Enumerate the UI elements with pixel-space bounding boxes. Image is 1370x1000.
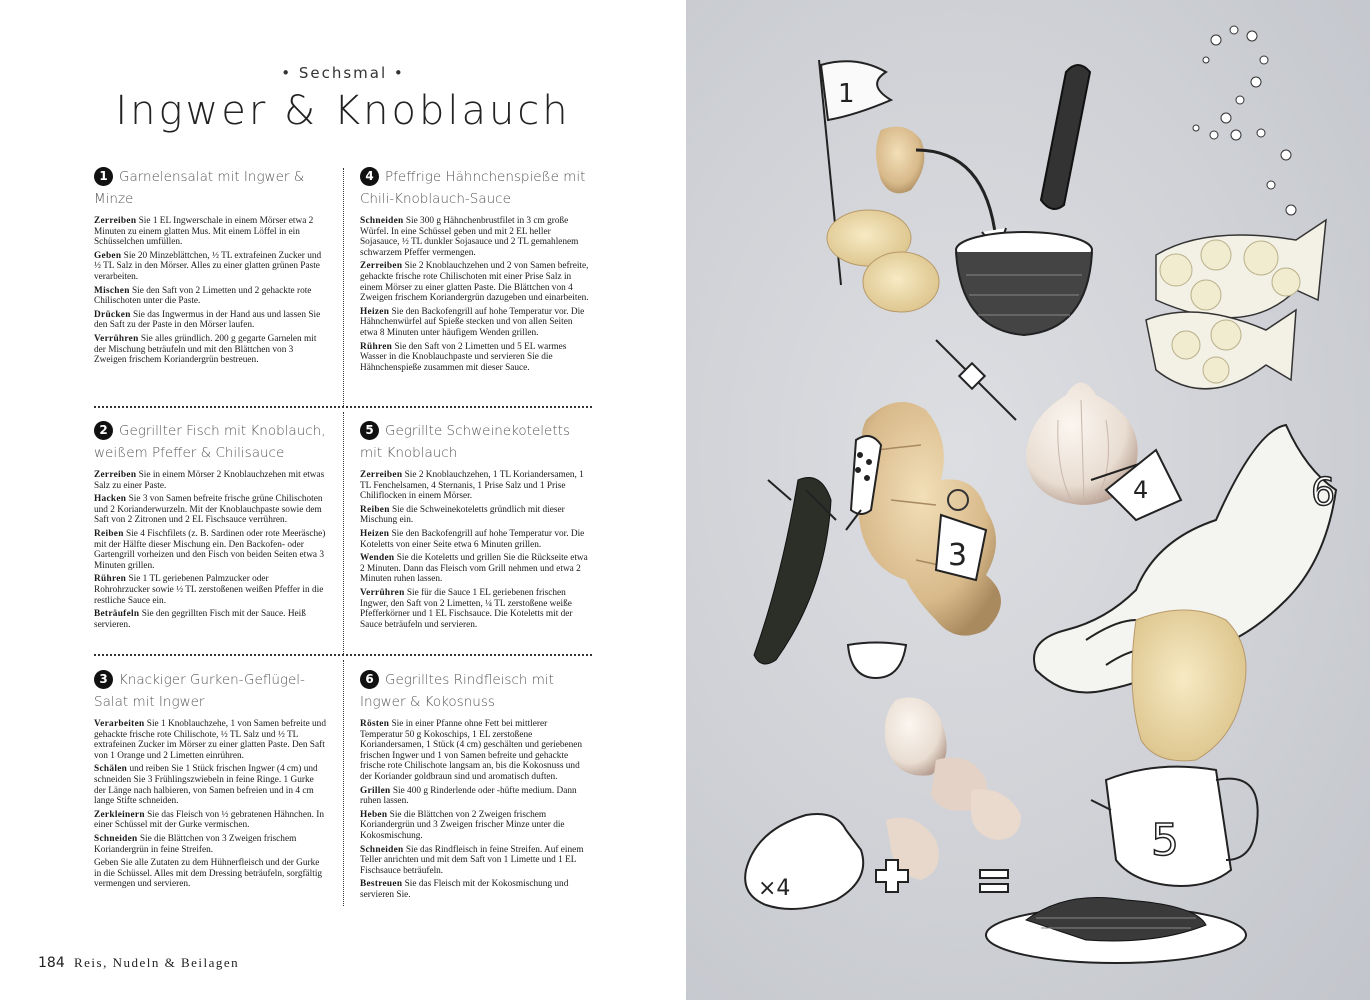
recipe-step <box>94 719 326 761</box>
step-verb: Heizen <box>360 306 390 317</box>
recipe-4 <box>360 166 592 376</box>
step-verb: Geben <box>94 250 122 261</box>
recipe-heading <box>360 669 592 713</box>
step-verb: Mischen <box>94 285 130 296</box>
step-verb: Rühren <box>94 574 127 585</box>
step-verb: Hacken <box>94 494 127 505</box>
step-text: Sie in einer Pfanne ohne Fett bei mittlerer Temperatur 50 g Kokoschips, 1 EL zerstoßene Koriandersamen, 1 Stück (4 cm) geschälten und geriebenen frischen Ingwer und 1 von Samen befreite und gehackte frische rote Chilischote langsam an, bis die Kokosnuss und der Koriander goldbraun sind und aromatisch duften. <box>360 719 583 782</box>
step-text: Sie die Blättchen von 2 Zweigen frischem Koriandergrün und 3 Zweigen frischer Minze unter die Kokosmischung. <box>360 809 565 841</box>
recipe-step <box>360 505 592 526</box>
step-verb: Verrühren <box>360 587 405 598</box>
step-text: Sie 400 g Rinderlende oder -hüfte medium. Dann ruhen lassen. <box>360 785 577 807</box>
recipe-title: Garnelensalat mit Ingwer & Minze <box>94 169 305 207</box>
equals-icon <box>980 870 1008 892</box>
pestle-icon <box>1041 65 1090 209</box>
recipe-number-badge: 5 <box>360 421 379 440</box>
step-verb: Bestreuen <box>360 879 403 890</box>
recipe-step <box>94 609 326 630</box>
step-verb: Zerkleinern <box>94 809 145 820</box>
step-verb: Verrühren <box>94 333 139 344</box>
skewer-icon <box>936 340 1016 420</box>
recipe-step <box>360 845 592 877</box>
step-text: Sie den Saft von 2 Limetten und 5 EL warmes Wasser in die Knoblauchpaste und servieren Sie die Hähnchenspieße zusammen mit dieser Sauce. <box>360 341 567 373</box>
step-text: Sie 300 g Hähnchenbrustfilet in 3 cm große Würfel. In eine Schüssel geben und mit 2 EL heller Sojasauce, ½ TL dunkler Sojasauce und 2 TL gemahlenem schwarzem Pfeffer vermengen. <box>360 216 579 258</box>
recipe-step <box>94 494 326 526</box>
recipe-number-badge: 1 <box>94 167 113 186</box>
page-footer <box>38 955 239 971</box>
step-verb: Zerreiben <box>94 216 137 226</box>
row-divider <box>94 654 592 656</box>
recipe-step <box>360 261 592 303</box>
step-text: Sie den gegrillten Fisch mit der Sauce. Heiß servieren. <box>94 609 306 630</box>
step-text: und reiben Sie 1 Stück frischen Ingwer (4 cm) und schneiden Sie 3 Frühlingszwiebeln in feine Ringe. 1 Gurke der Länge nach halbieren, von Samen befreien und in 4 cm lange Stifte schneiden. <box>94 764 318 807</box>
ginger-slices <box>827 127 939 312</box>
jug-label-5: 5 <box>1151 815 1179 866</box>
recipe-title: Pfeffrige Hähnchenspieße mit Chili-Knoblauch-Sauce <box>360 169 586 207</box>
page-kicker: • Sechsmal • <box>281 64 405 82</box>
row-divider <box>94 406 592 408</box>
recipe-step <box>360 342 592 374</box>
fish-garlic-slices <box>1146 220 1326 389</box>
recipe-5 <box>360 420 592 633</box>
recipe-title: Gegrilltes Rindfleisch mit Ingwer & Kokosnuss <box>360 672 554 710</box>
step-text: Sie für die Sauce 1 EL geriebenen frischen Ingwer, den Saft von 2 Limetten, ¼ TL zerstoßene weiße Pfefferkörner und 1 EL Fischsauce. Die Koteletts mit der Sauce beträufeln und servieren. <box>360 587 573 630</box>
step-text: Sie 3 von Samen befreite frische grüne Chilischoten und 2 Korianderwurzeln. Mit der Knoblauchpaste sowie dem Saft von 2 Zitronen und 2 EL Fischsauce verrühren. <box>94 494 323 526</box>
recipe-step <box>360 470 592 502</box>
step-verb: Rühren <box>360 341 393 352</box>
photo-illustration <box>686 0 1370 1000</box>
step-verb: Verarbeiten <box>94 719 145 729</box>
ginger-root <box>858 402 1001 636</box>
step-verb: Wenden <box>360 553 395 564</box>
recipe-title: Gegrillter Fisch mit Knoblauch, weißem Pfeffer & Chilisauce <box>94 423 326 461</box>
section-name: Reis, Nudeln & Beilagen <box>73 955 240 970</box>
arrow-icon <box>916 150 996 240</box>
ginger-slice-large <box>1132 610 1246 761</box>
step-verb: Schälen <box>94 764 128 775</box>
recipe-heading <box>94 166 326 210</box>
page-title: Ingwer & Knoblauch <box>115 88 571 134</box>
recipe-step <box>94 529 326 571</box>
recipe-step <box>94 574 326 606</box>
food-illustration <box>686 0 1370 1000</box>
recipe-step <box>94 251 326 283</box>
recipe-title: Gegrillte Schweinekoteletts mit Knoblauch <box>360 423 570 461</box>
step-verb: Schneiden <box>360 844 404 855</box>
recipe-heading <box>94 669 326 713</box>
step-text: Sie 1 EL Ingwerschale in einem Mörser etwa 2 Minuten zu einem glatten Mus. Mit einem Löffel in ein Schüsselchen umfüllen. <box>94 216 314 248</box>
recipe-step <box>360 786 592 807</box>
bubbles-2-icon <box>1193 26 1296 215</box>
recipe-step <box>94 470 326 491</box>
recipe-2 <box>94 420 326 633</box>
column-divider <box>343 660 344 906</box>
recipe-step <box>360 879 592 900</box>
recipe-step <box>94 834 326 855</box>
recipe-step <box>360 588 592 630</box>
recipe-step <box>360 810 592 842</box>
step-verb: Zerreiben <box>94 470 137 480</box>
step-verb: Drücken <box>94 309 131 320</box>
step-text: Sie das Fleisch von ½ gebratenen Hähnchen. In einer Schüssel mit der Gurke vermischen. <box>94 809 324 831</box>
jug-icon <box>1091 767 1258 886</box>
recipe-heading <box>94 420 326 464</box>
step-text: Sie 1 Knoblauchzehe, 1 von Samen befreite und gehackte frische rote Chilischote, ½ TL Salz und ½ TL extrafeinen Zucker im Mörser zu einer glatten Paste. Den Saft von 1 Orange und 2 Limetten einrühren. <box>94 719 326 761</box>
recipe-number-badge: 3 <box>94 670 113 689</box>
recipe-6 <box>360 669 592 904</box>
recipe-step <box>94 810 326 831</box>
step-verb: Schneiden <box>94 833 138 844</box>
tag-label-3: 3 <box>948 538 968 573</box>
recipe-step <box>360 553 592 585</box>
step-text: Sie das Fleisch mit der Kokosmischung und servieren Sie. <box>360 879 569 900</box>
recipe-step <box>360 307 592 339</box>
recipe-number-badge: 2 <box>94 421 113 440</box>
step-verb: Reiben <box>360 504 390 515</box>
column-divider <box>343 412 344 654</box>
step-text: Sie den Saft von 2 Limetten und 2 gehackte rote Chilischoten unter die Paste. <box>94 285 312 307</box>
recipe-3 <box>94 669 326 893</box>
step-text: Sie die Blättchen von 3 Zweigen frischem Koriandergrün in feine Streifen. <box>94 833 297 855</box>
step-verb: Heizen <box>360 528 390 539</box>
recipe-1 <box>94 166 326 369</box>
steak-icon <box>745 814 863 909</box>
column-divider <box>343 168 344 406</box>
step-verb: Rösten <box>360 719 390 729</box>
recipe-heading <box>360 420 592 464</box>
bowl-icon <box>848 643 906 679</box>
step-text: Sie 1 TL geriebenen Palmzucker oder Rohrohrzucker sowie ½ TL zerstoßenen weißen Pfeffer in die restliche Sauce ein. <box>94 574 324 606</box>
step-text: Sie alles gründlich. 200 g gegarte Garnelen mit der Mischung beträufeln und mit den Blättchen von 3 Zweigen frischem Koriandergrün bestreuen. <box>94 333 317 366</box>
garlic-cloves <box>885 698 1021 881</box>
step-verb: Zerreiben <box>360 470 403 480</box>
flag-label-1: 1 <box>838 79 855 109</box>
step-text: Sie in einem Mörser 2 Knoblauchzehen mit etwas Salz zu einer Paste. <box>94 470 325 491</box>
recipe-step <box>94 216 326 248</box>
dragon-label-6: 6 <box>1311 470 1336 514</box>
step-text: Sie die Schweinekoteletts gründlich mit dieser Mischung ein. <box>360 504 565 526</box>
recipe-number-badge: 4 <box>360 167 379 186</box>
step-verb: Schneiden <box>360 216 404 226</box>
recipe-step <box>94 334 326 366</box>
recipe-step <box>360 719 592 783</box>
step-verb: Heben <box>360 809 388 820</box>
steak-label: ×4 <box>758 876 791 901</box>
recipe-number-badge: 6 <box>360 670 379 689</box>
page-number: 184 <box>38 955 65 971</box>
step-text: Sie 2 Knoblauchzehen, 1 TL Koriandersamen, 1 TL Fenchelsamen, 4 Sternanis, 1 Prise Salz und 1 Prise Chiliflocken in einem Mörser. <box>360 470 584 502</box>
step-verb: Zerreiben <box>360 261 403 272</box>
step-text: Sie den Backofengrill auf hohe Temperatur vor. Die Koteletts von einer Seite etwa 6 Minuten grillen. <box>360 528 585 550</box>
step-verb: Beträufeln <box>94 609 140 620</box>
step-text: Sie die Koteletts und grillen Sie die Rückseite etwa 2 Minuten. Dann das Fleisch vom Grill nehmen und etwa 2 Minuten ruhen lassen. <box>360 553 588 585</box>
flag-label-4: 4 <box>1133 476 1149 504</box>
step-text: Sie den Backofengrill auf hohe Temperatur vor. Die Hähnchenwürfel auf Spieße stecken und von allen Seiten etwa 8 Minuten unter häufigem Wenden grillen. <box>360 306 585 338</box>
step-text: Sie das Ingwermus in der Hand aus und lassen Sie den Saft zu der Paste in den Mörser laufen. <box>94 309 321 331</box>
cucumber-icon <box>754 478 836 665</box>
step-text: Geben Sie alle Zutaten zu dem Hühnerfleisch und der Gurke in die Schüssel. Alles mit dem Dressing beträufeln, sorgfältig vermengen und servieren. <box>94 858 323 890</box>
step-verb: Reiben <box>94 528 124 539</box>
plate-icon <box>986 898 1246 964</box>
step-verb: Grillen <box>360 785 391 796</box>
mortar-bowl-icon <box>956 232 1092 335</box>
step-text: Sie 2 Knoblauchzehen und 2 von Samen befreite, gehackte frische rote Chilischoten mit einer Prise Salz in einem Mörser zu einer glatten Paste. Die Blättchen von 4 Zweigen frischem Koriandergrün dazugeben und einarbeiten. <box>360 261 589 304</box>
recipe-heading <box>360 166 592 210</box>
recipe-step <box>360 529 592 550</box>
step-text: Sie das Rindfleisch in feine Streifen. Auf einem Teller anrichten und mit dem Saft von 1 Limette und 1 EL Fischsauce beträufeln. <box>360 844 584 876</box>
recipe-step <box>94 310 326 331</box>
recipe-step <box>94 764 326 806</box>
recipe-step <box>360 216 592 258</box>
recipe-step <box>94 858 326 890</box>
recipe-step <box>94 286 326 307</box>
recipe-title: Knackiger Gurken-Geflügel-Salat mit Ingwer <box>94 672 305 710</box>
step-text: Sie 20 Minzeblättchen, ½ TL extrafeinen Zucker und ½ TL Salz in den Mörser. Alles zu einer glatten grünen Paste verarbeiten. <box>94 250 322 282</box>
step-text: Sie 4 Fischfilets (z. B. Sardinen oder rote Meeräsche) mit der Hälfte dieser Mischung ein. Den Backofen- oder Gartengrill vorheizen und den Fisch von beiden Seiten etwa 3 Minuten grillen. <box>94 528 326 571</box>
